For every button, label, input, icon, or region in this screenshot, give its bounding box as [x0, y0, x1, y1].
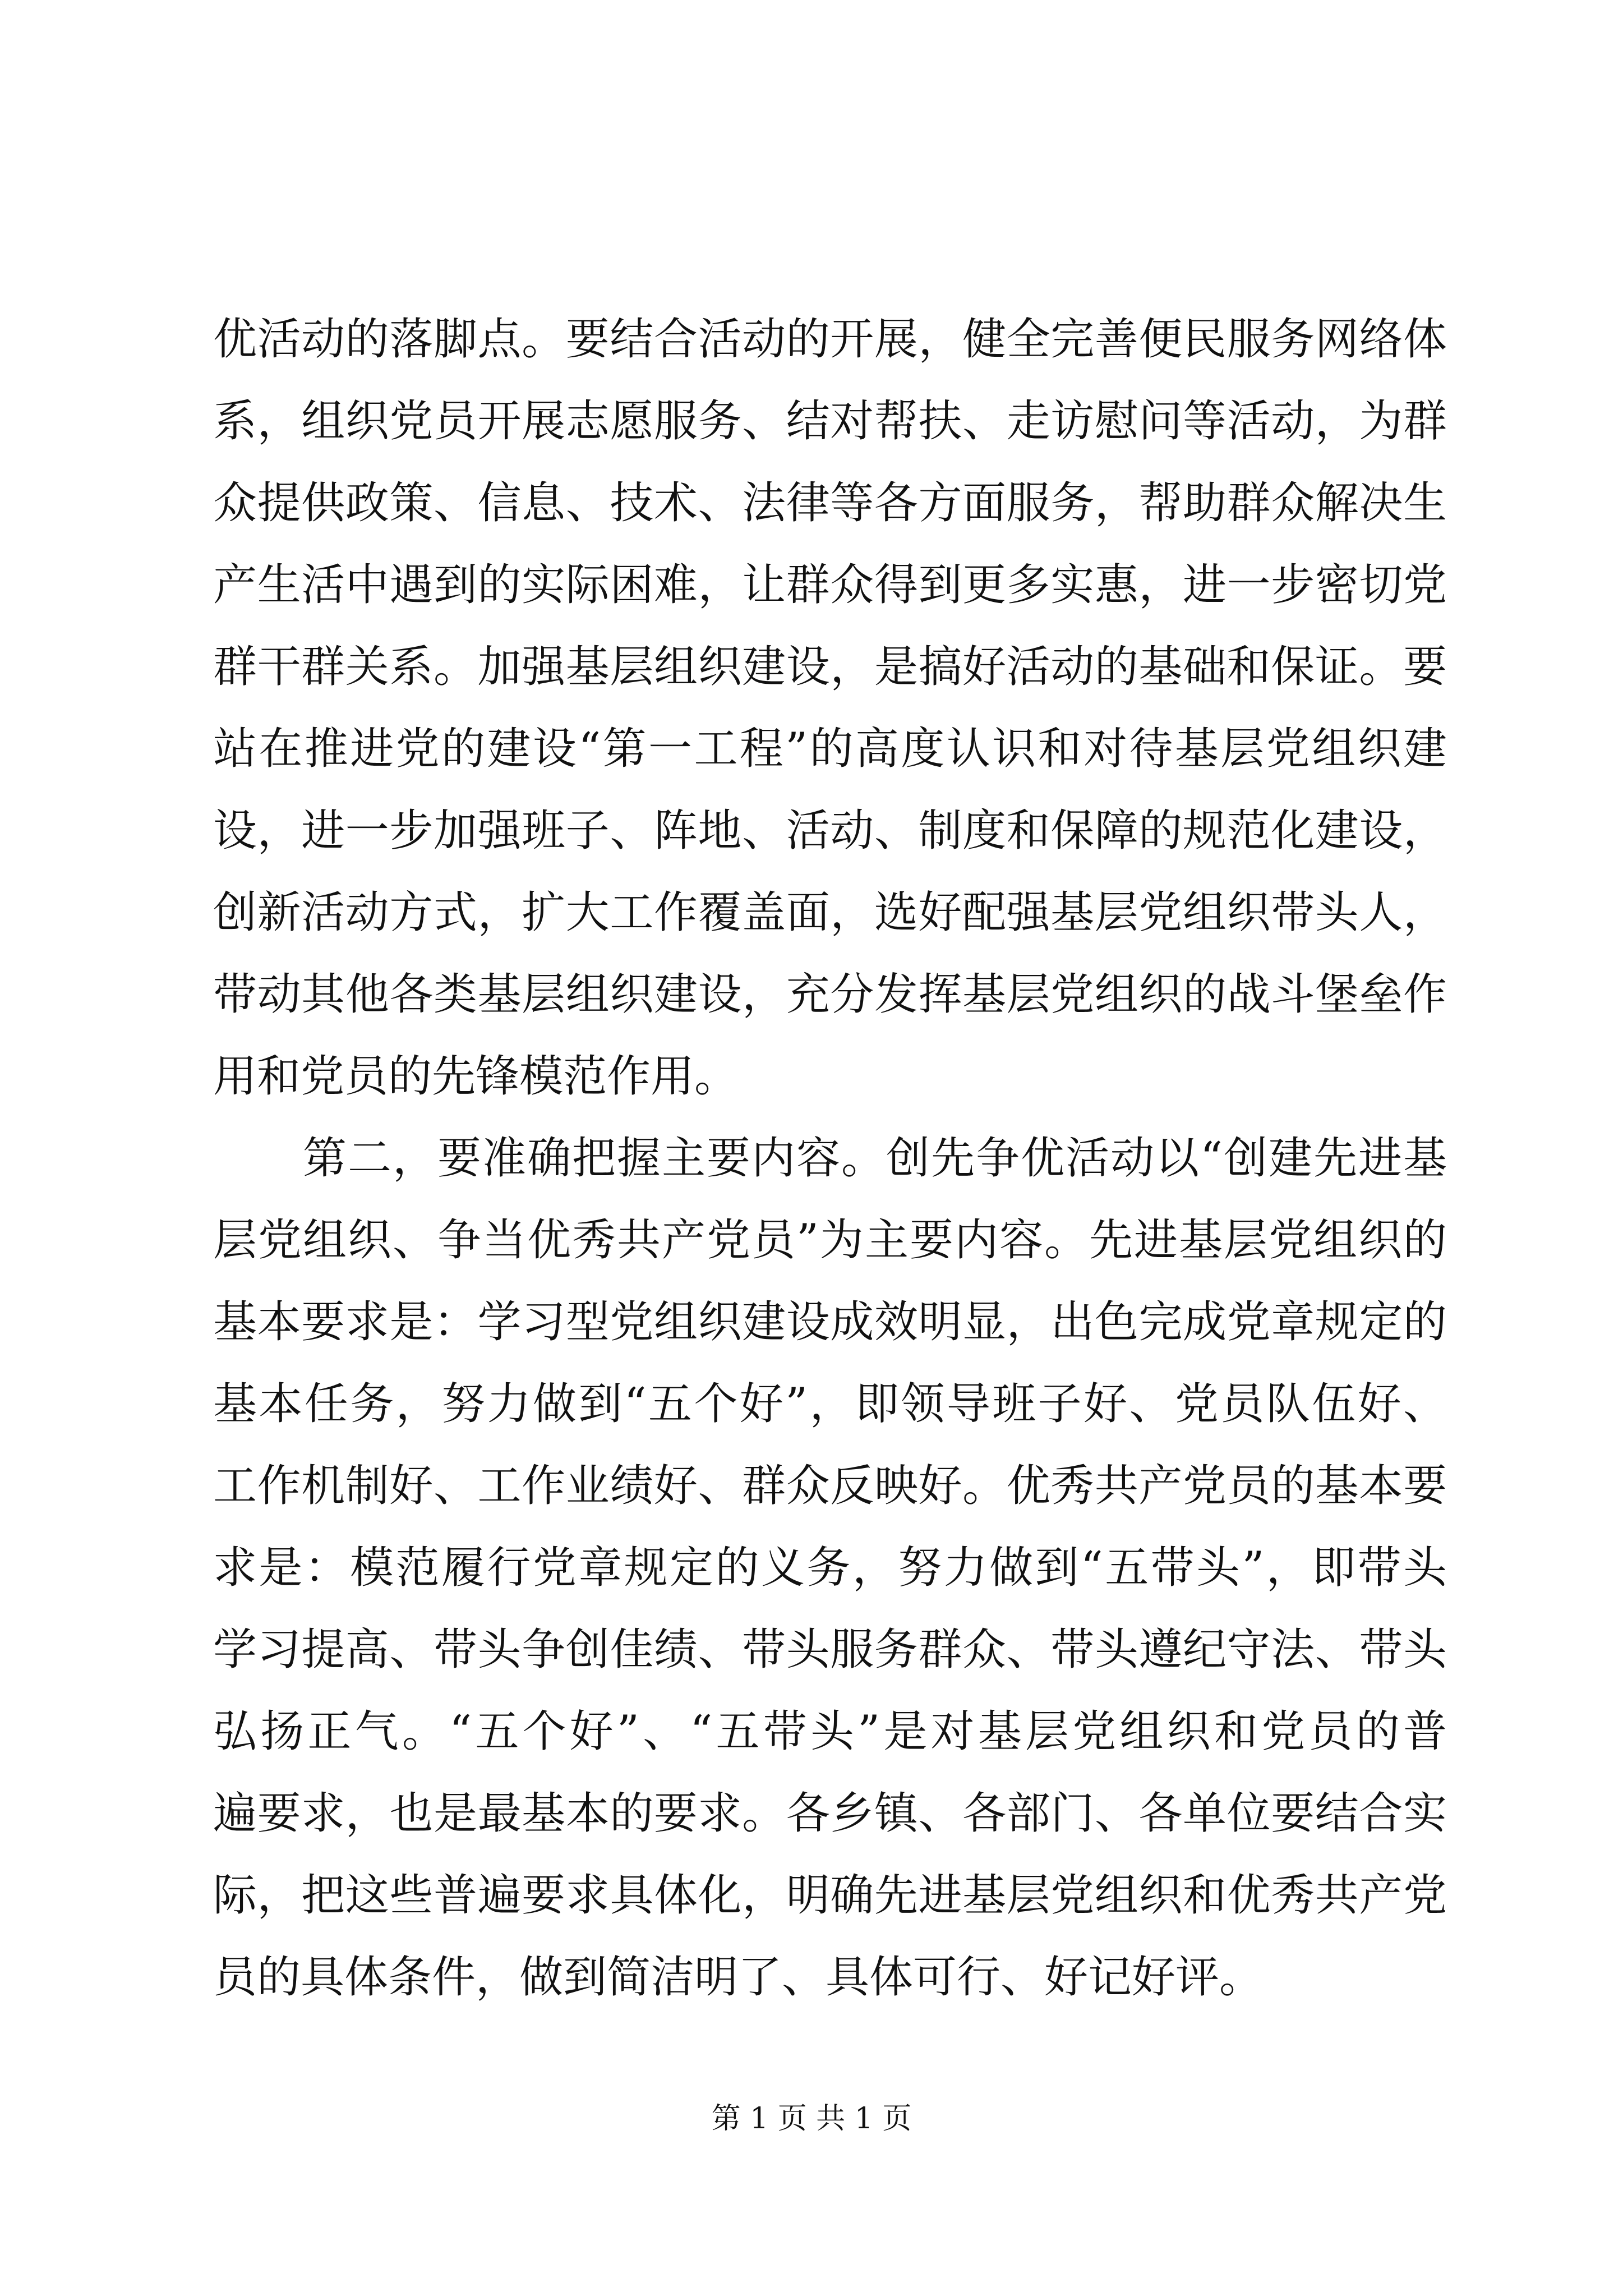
text-line: 产生活中遇到的实际困难，让群众得到更多实惠，进一步密切党 [213, 560, 1447, 610]
text-line: 站在推进党的建设“第一工程”的高度认识和对待基层党组织建 [213, 724, 1447, 774]
text-line: 众提供政策、信息、技术、法律等各方面服务，帮助群众解决生 [213, 478, 1447, 528]
text-line: 优活动的落脚点。要结合活动的开展，健全完善便民服务网络体 [213, 314, 1447, 365]
text-line: 创新活动方式，扩大工作覆盖面，选好配强基层党组织带头人， [213, 887, 1447, 938]
text-line: 学习提高、带头争创佳绩、带头服务群众、带头遵纪守法、带头 [213, 1625, 1447, 1675]
text-line: 遍要求，也是最基本的要求。各乡镇、各部门、各单位要结合实 [213, 1788, 1447, 1839]
text-line: 设，进一步加强班子、阵地、活动、制度和保障的规范化建设， [213, 806, 1447, 856]
text-line: 员的具体条件，做到简洁明了、具体可行、好记好评。 [213, 1952, 1264, 2003]
text-line: 基本要求是：学习型党组织建设成效明显，出色完成党章规定的 [213, 1297, 1447, 1347]
text-line: 基本任务，努力做到“五个好”，即领导班子好、党员队伍好、 [213, 1379, 1447, 1429]
text-line: 群干群关系。加强基层组织建设，是搞好活动的基础和保证。要 [213, 642, 1447, 692]
page-number: 第 1 页 共 1 页 [711, 2102, 912, 2136]
text-line: 用和党员的先锋模范作用。 [213, 1051, 739, 1102]
page-footer [0, 2099, 1623, 2138]
text-line: 工作机制好、工作业绩好、群众反映好。优秀共产党员的基本要 [213, 1461, 1447, 1511]
text-line: 层党组织、争当优秀共产党员”为主要内容。先进基层党组织的 [213, 1215, 1447, 1266]
text-line: 求是：模范履行党章规定的义务，努力做到“五带头”，即带头 [213, 1543, 1447, 1593]
text-line: 弘扬正气。“五个好”、“五带头”是对基层党组织和党员的普 [213, 1706, 1447, 1757]
text-line: 系，组织党员开展志愿服务、结对帮扶、走访慰问等活动，为群 [213, 396, 1447, 447]
text-line: 际，把这些普遍要求具体化，明确先进基层党组织和优秀共产党 [213, 1870, 1447, 1921]
document-body [213, 298, 1447, 2018]
text-line: 带动其他各类基层组织建设，充分发挥基层党组织的战斗堡垒作 [213, 969, 1447, 1020]
text-line: 第二，要准确把握主要内容。创先争优活动以“创建先进基 [213, 1133, 1447, 1184]
